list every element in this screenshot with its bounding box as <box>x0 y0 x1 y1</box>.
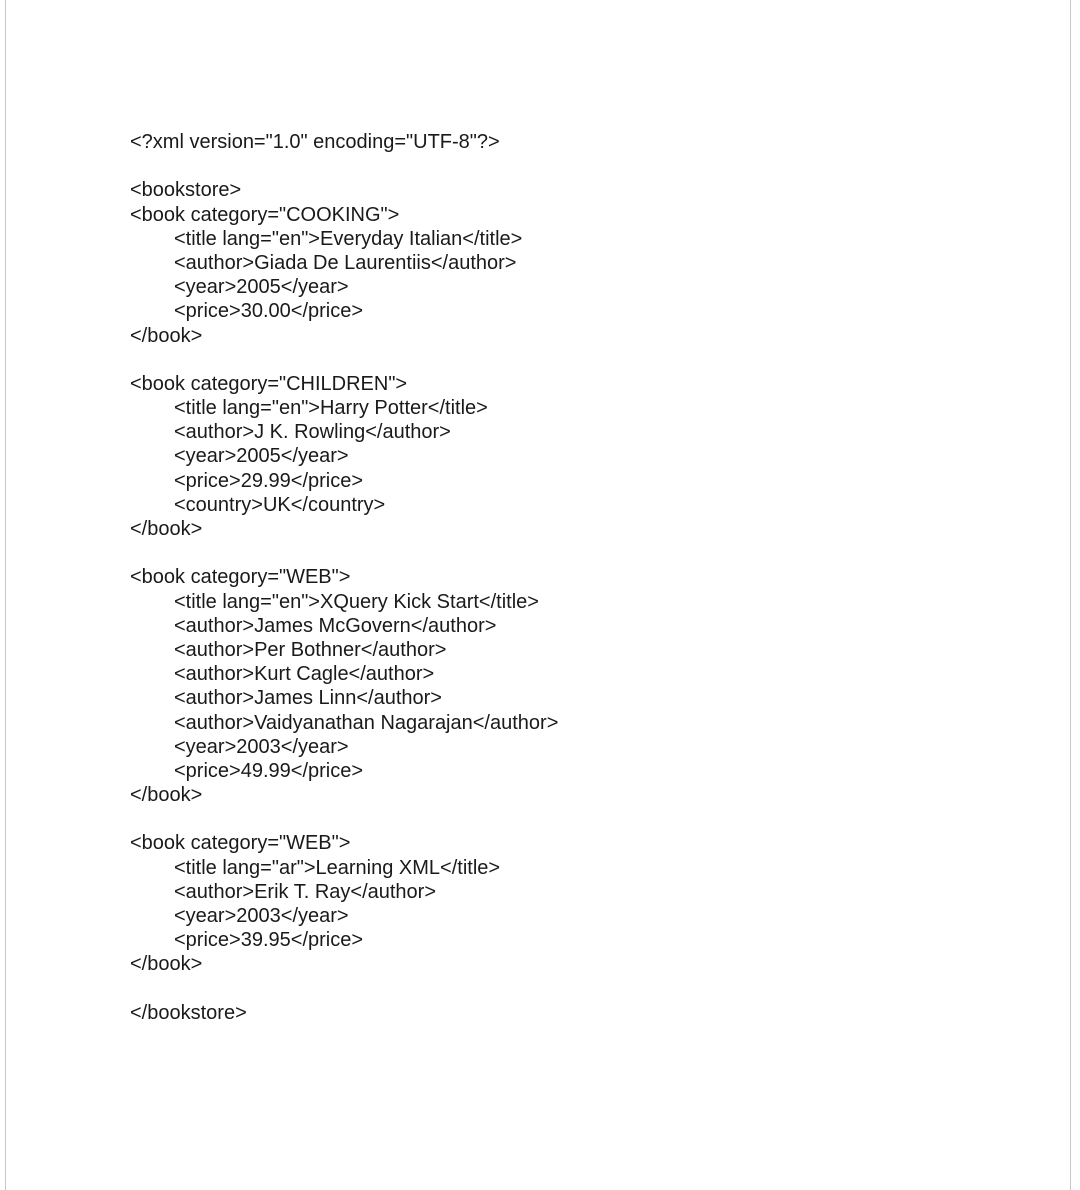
book-field-line: <price>29.99</price> <box>174 469 364 492</box>
blank-line <box>130 154 558 178</box>
xml-declaration: <?xml version="1.0" encoding="UTF-8"?> <box>130 131 500 153</box>
book-block <box>130 203 558 348</box>
book-field-line: <price>39.95</price> <box>174 929 364 952</box>
book-field-line: <author>Per Bothner</author> <box>174 638 447 661</box>
book-field-line: <price>49.99</price> <box>174 759 364 782</box>
bookstore-open-tag: <bookstore> <box>130 179 242 202</box>
book-block <box>130 372 558 541</box>
book-field-line: <year>2005</year> <box>174 276 349 299</box>
book-field-line: <title lang="en">XQuery Kick Start</title> <box>174 590 539 613</box>
blank-line <box>130 977 558 1001</box>
book-field-line: <price>30.00</price> <box>174 300 364 323</box>
book-open-tag: <book category="COOKING"> <box>130 203 400 226</box>
book-field-line: <year>2003</year> <box>174 905 349 927</box>
book-field-line: <title lang="en">Harry Potter</title> <box>174 397 488 420</box>
book-open-tag: <book category="WEB"> <box>130 832 351 855</box>
book-close-tag: </book> <box>130 518 203 540</box>
book-field-line: <title lang="en">Everyday Italian</title> <box>174 227 523 250</box>
bookstore-close-tag: </bookstore> <box>130 1001 247 1024</box>
blank-line <box>130 348 558 372</box>
book-field-line: <author>Giada De Laurentiis</author> <box>174 251 517 274</box>
book-field-line: <author>James McGovern</author> <box>174 614 497 637</box>
blank-line <box>130 807 558 831</box>
book-field-line: <year>2003</year> <box>174 735 349 758</box>
book-close-tag: </book> <box>130 953 203 976</box>
xml-document <box>130 130 558 1025</box>
book-block <box>130 565 558 807</box>
book-field-line: <author>James Linn</author> <box>174 687 442 710</box>
book-field-line: <author>Kurt Cagle</author> <box>174 663 435 686</box>
book-open-tag: <book category="WEB"> <box>130 566 351 589</box>
document-page <box>5 0 1071 1190</box>
book-block <box>130 831 558 976</box>
book-close-tag: </book> <box>130 784 203 807</box>
book-field-line: <author>Erik T. Ray</author> <box>174 880 437 903</box>
blank-line <box>130 541 558 565</box>
book-close-tag: </book> <box>130 324 203 347</box>
book-field-line: <year>2005</year> <box>174 445 349 468</box>
book-field-line: <title lang="ar">Learning XML</title> <box>174 856 501 879</box>
book-field-line: <author>Vaidyanathan Nagarajan</author> <box>174 711 559 734</box>
book-field-line: <country>UK</country> <box>174 493 386 516</box>
book-open-tag: <book category="CHILDREN"> <box>130 372 408 395</box>
book-field-line: <author>J K. Rowling</author> <box>174 421 451 444</box>
